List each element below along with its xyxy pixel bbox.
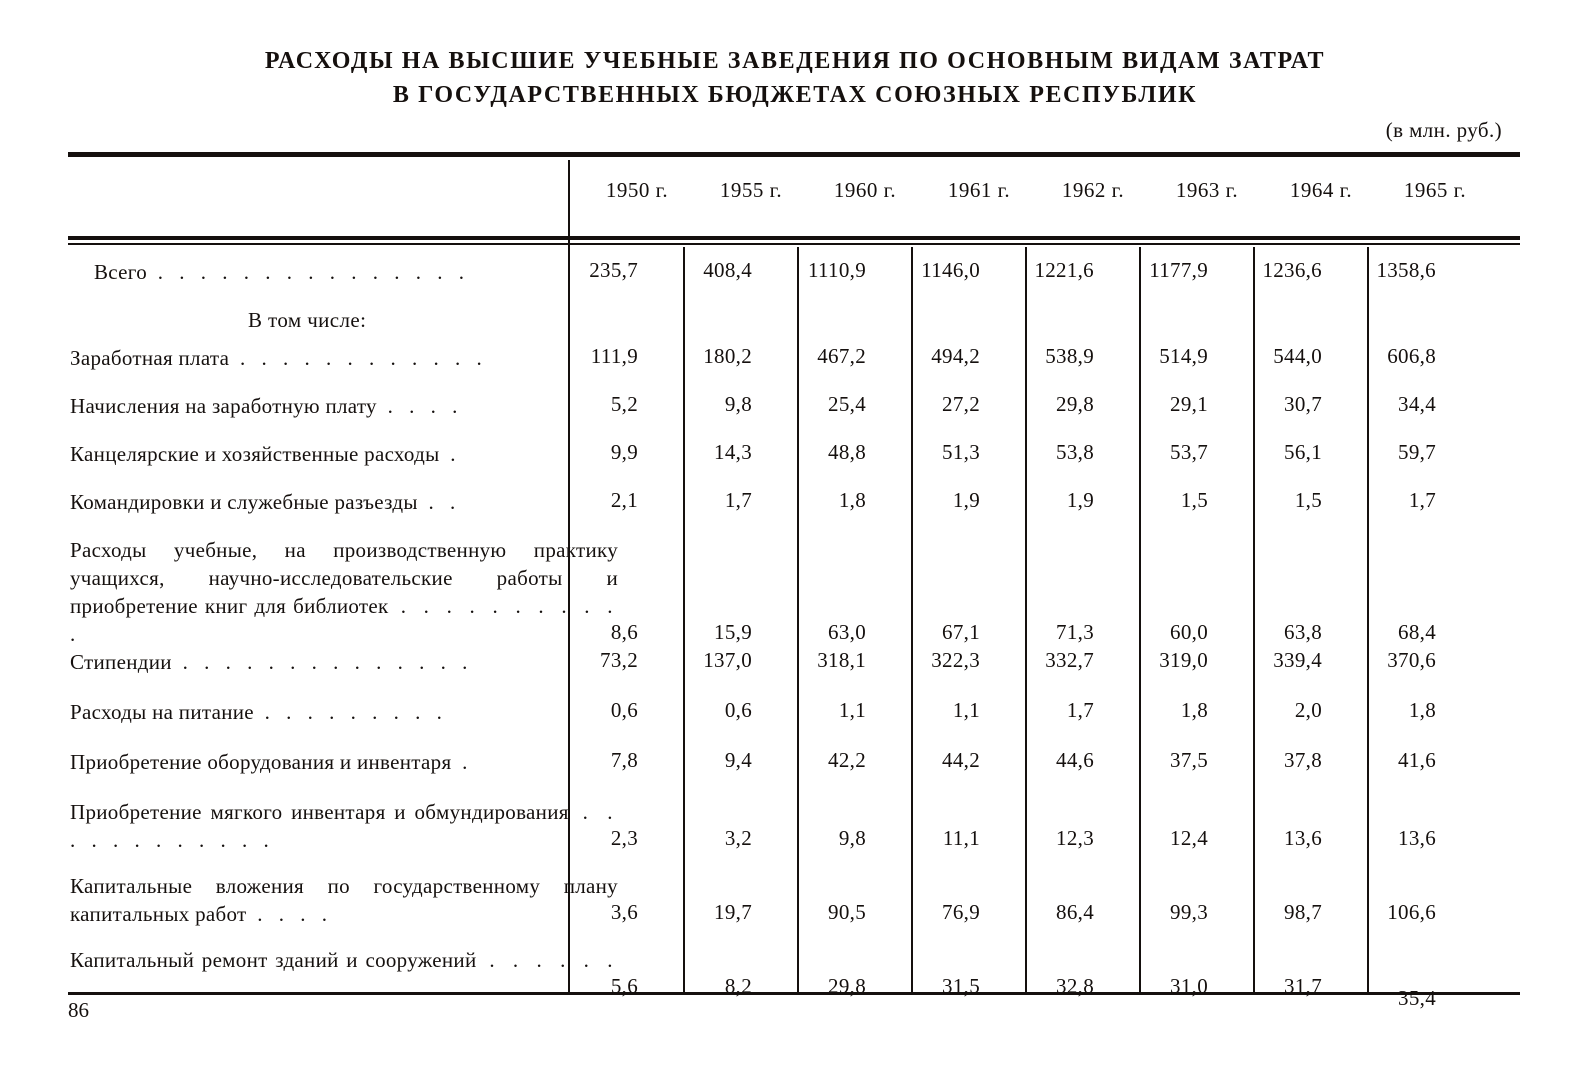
cell-value: 25,4	[828, 392, 866, 416]
cell-value: 15,9	[714, 620, 752, 644]
cell-value: 68,4	[1398, 620, 1436, 644]
cell-value: 106,6	[1387, 900, 1436, 924]
cell-value: 1177,9	[1149, 258, 1208, 282]
cell-value: 29,1	[1170, 392, 1208, 416]
cell-value: 332,7	[1045, 648, 1094, 672]
cell-value: 0,6	[724, 698, 752, 722]
cell-value: 1,9	[952, 488, 980, 512]
cell-value: 99,3	[1170, 900, 1208, 924]
cell-value: 1236,6	[1262, 258, 1322, 282]
cell-value: 514,9	[1159, 344, 1208, 368]
cell-value: 2,3	[610, 826, 638, 850]
cell-value: 31,5	[942, 974, 980, 998]
cell-value: 27,2	[942, 392, 980, 416]
row-label: Капитальные вложения по государственному плану капитальных работ . . . .	[70, 874, 618, 926]
cell-value: 76,9	[942, 900, 980, 924]
cell-value: 30,7	[1284, 392, 1322, 416]
cell-value: 9,4	[724, 748, 752, 772]
cell-value: 35,4	[1398, 986, 1436, 1010]
cell-value: 1,8	[1180, 698, 1208, 722]
cell-value: 32,8	[1056, 974, 1094, 998]
column-header-1963: 1963 г.	[1175, 178, 1239, 202]
cell-value: 44,6	[1056, 748, 1094, 772]
cell-value: 42,2	[828, 748, 866, 772]
cell-value: 56,1	[1284, 440, 1322, 464]
cell-value: 9,8	[838, 826, 866, 850]
cell-value: 1146,0	[921, 258, 980, 282]
cell-value: 3,6	[610, 900, 638, 924]
cell-value: 48,8	[828, 440, 866, 464]
cell-value: 63,0	[828, 620, 866, 644]
row-label: Приобретение мягкого инвентаря и обмундирования . . . . . . . . . . . .	[70, 800, 618, 852]
column-header-1960: 1960 г.	[833, 178, 897, 202]
cell-value: 67,1	[942, 620, 980, 644]
table-header-rule	[68, 236, 1520, 240]
cell-value: 538,9	[1045, 344, 1094, 368]
cell-value: 111,9	[590, 344, 638, 368]
cell-value: 53,7	[1170, 440, 1208, 464]
cell-value: 19,7	[714, 900, 752, 924]
cell-value: 5,6	[610, 974, 638, 998]
cell-value: 2,0	[1294, 698, 1322, 722]
table-title	[70, 44, 1520, 112]
cell-value: 544,0	[1273, 344, 1322, 368]
cell-value: 180,2	[703, 344, 752, 368]
cell-value: 12,4	[1170, 826, 1208, 850]
cell-value: 318,1	[817, 648, 866, 672]
title-line-2: В ГОСУДАРСТВЕННЫХ БЮДЖЕТАХ СОЮЗНЫХ РЕСПУБЛИК	[392, 82, 1198, 108]
cell-value: 1,5	[1294, 488, 1322, 512]
cell-value: 370,6	[1387, 648, 1436, 672]
cell-value: 1,7	[1408, 488, 1436, 512]
column-header-1950: 1950 г.	[605, 178, 669, 202]
cell-value: 2,1	[610, 488, 638, 512]
table-header-rule-secondary	[68, 243, 1520, 245]
cell-value: 9,9	[610, 440, 638, 464]
title-line-1: РАСХОДЫ НА ВЫСШИЕ УЧЕБНЫЕ ЗАВЕДЕНИЯ ПО ОСНОВНЫМ ВИДАМ ЗАТРАТ	[264, 48, 1326, 74]
cell-value: 90,5	[828, 900, 866, 924]
row-label: Расходы учебные, на производственную практику учащихся, научно-исследовательские работы и приобретение книг для библиотек . . . . . . . . . . .	[70, 538, 618, 646]
row-label: Стипендии . . . . . . . . . . . . . .	[70, 650, 473, 674]
cell-value: 53,8	[1056, 440, 1094, 464]
cell-value: 3,2	[724, 826, 752, 850]
cell-value: 1,1	[952, 698, 980, 722]
cell-value: 1,7	[1066, 698, 1094, 722]
cell-value: 51,3	[942, 440, 980, 464]
cell-value: 137,0	[703, 648, 752, 672]
column-header-1961: 1961 г.	[947, 178, 1011, 202]
cell-value: 319,0	[1159, 648, 1208, 672]
cell-value: 5,2	[610, 392, 638, 416]
cell-value: 59,7	[1398, 440, 1436, 464]
cell-value: 1,5	[1180, 488, 1208, 512]
subheading-in-which: В том числе:	[248, 308, 367, 332]
cell-value: 34,4	[1398, 392, 1436, 416]
row-label: Приобретение оборудования и инвентаря .	[70, 750, 473, 774]
row-label: Начисления на заработную плату . . . .	[70, 394, 463, 418]
cell-value: 29,8	[1056, 392, 1094, 416]
cell-value: 0,6	[610, 698, 638, 722]
cell-value: 73,2	[600, 648, 638, 672]
table-top-rule	[68, 152, 1520, 157]
row-label: Всего . . . . . . . . . . . . . . .	[94, 260, 470, 284]
cell-value: 339,4	[1273, 648, 1322, 672]
cell-value: 1,8	[1408, 698, 1436, 722]
cell-value: 86,4	[1056, 900, 1094, 924]
row-label: Заработная плата . . . . . . . . . . . .	[70, 346, 488, 370]
cell-value: 12,3	[1056, 826, 1094, 850]
table-body	[68, 248, 1520, 1010]
cell-value: 11,1	[942, 826, 980, 850]
column-header-1965: 1965 г.	[1403, 178, 1467, 202]
cell-value: 408,4	[703, 258, 752, 282]
page-number: 86	[68, 998, 89, 1022]
cell-value: 494,2	[931, 344, 980, 368]
cell-value: 31,7	[1284, 974, 1322, 998]
cell-value: 1,8	[838, 488, 866, 512]
cell-value: 71,3	[1056, 620, 1094, 644]
cell-value: 37,8	[1284, 748, 1322, 772]
cell-value: 37,5	[1170, 748, 1208, 772]
cell-value: 29,8	[828, 974, 866, 998]
cell-value: 8,2	[724, 974, 752, 998]
cell-value: 1,1	[838, 698, 866, 722]
row-label: Командировки и служебные разъезды . .	[70, 490, 461, 514]
cell-value: 606,8	[1387, 344, 1436, 368]
cell-value: 1,9	[1066, 488, 1094, 512]
cell-value: 1221,6	[1034, 258, 1094, 282]
cell-value: 7,8	[610, 748, 638, 772]
column-header-1962: 1962 г.	[1061, 178, 1125, 202]
cell-value: 14,3	[714, 440, 752, 464]
cell-value: 1,7	[724, 488, 752, 512]
units-note: (в млн. руб.)	[1385, 118, 1502, 142]
cell-value: 1110,9	[808, 258, 866, 282]
cell-value: 322,3	[931, 648, 980, 672]
cell-value: 235,7	[589, 258, 638, 282]
column-header-1955: 1955 г.	[719, 178, 783, 202]
cell-value: 13,6	[1284, 826, 1322, 850]
row-label: Канцелярские и хозяйственные расходы .	[70, 442, 462, 466]
cell-value: 41,6	[1398, 748, 1436, 772]
cell-value: 467,2	[817, 344, 866, 368]
column-header-1964: 1964 г.	[1289, 178, 1353, 202]
row-label: Расходы на питание . . . . . . . . .	[70, 700, 448, 724]
cell-value: 9,8	[724, 392, 752, 416]
cell-value: 44,2	[942, 748, 980, 772]
cell-value: 8,6	[610, 620, 638, 644]
cell-value: 60,0	[1170, 620, 1208, 644]
cell-value: 98,7	[1284, 900, 1322, 924]
table-header-row	[68, 178, 1520, 230]
cell-value: 31,0	[1170, 974, 1208, 998]
cell-value: 63,8	[1284, 620, 1322, 644]
cell-value: 13,6	[1398, 826, 1436, 850]
row-label: Капитальный ремонт зданий и сооружений . . . . . . . . . . . . .	[70, 948, 618, 1000]
cell-value: 1358,6	[1376, 258, 1436, 282]
